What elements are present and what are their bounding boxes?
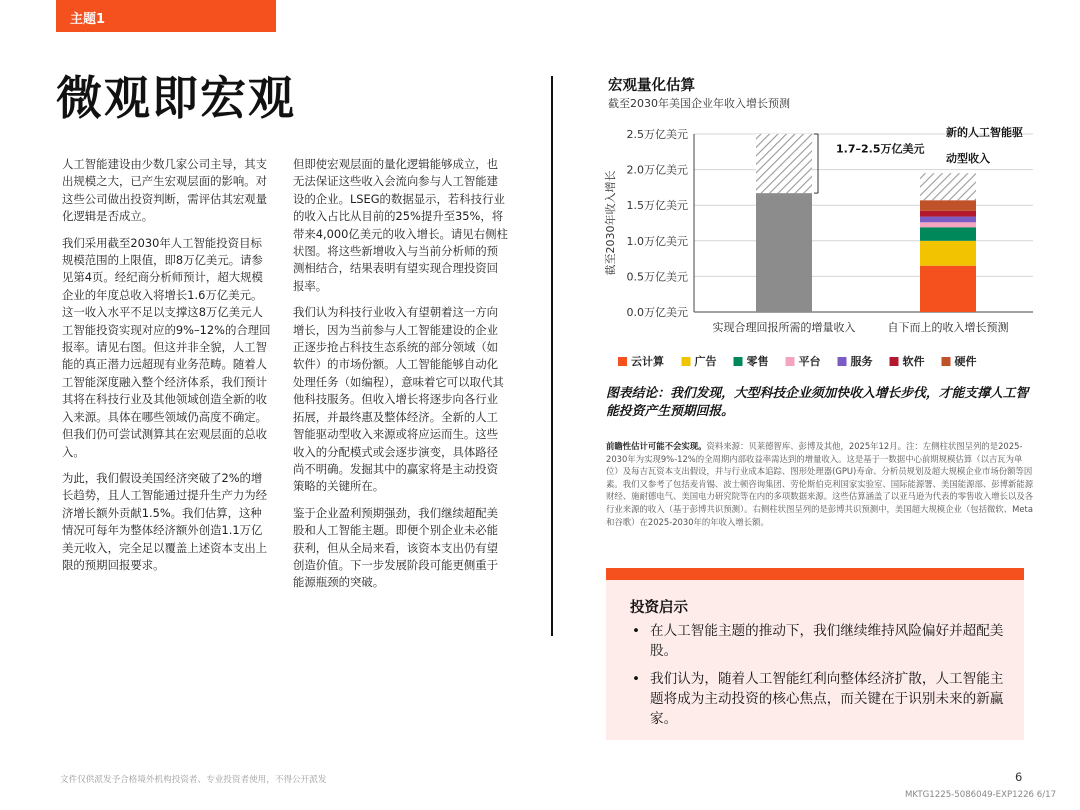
body-column-middle [293, 156, 508, 601]
legend-swatch [838, 357, 847, 366]
bullet-icon: • [632, 623, 641, 639]
y-tick-label: 1.0万亿美元 [626, 234, 688, 248]
list-item [630, 669, 1004, 729]
legend-label: 硬件 [954, 355, 977, 368]
legend-label: 云计算 [631, 355, 664, 368]
bullet-icon: • [632, 671, 641, 687]
footnote-text: 资料来源：贝莱德智库、彭博及其他，2025年12月。注：左侧柱状图呈列的是2025-2030年为实现9%-12%的全周期内部收益率需达到的增量收入。这是基于一数据中心前期规模估算（以吉瓦为单位）及每吉瓦资本支出假设，并与行业成本追踪、图形处理器(GPU)寿命、分析员规划及超大规模企业市场份额等因素。我们又参考了包括麦肯锡、波士顿咨询集团、劳伦斯伯克利国家实验室、国际能源署、美国能源部、彭博新能源财经、施耐德电气、美国电力研究院等在内的多项数据来源。这些估算涵盖了以亚马逊为代表的零售收入增长以及各行业来源的收入（基于彭博共识预测）。右侧柱状图呈列的是彭博共识预测中，美国超大规模企业（包括微软、Meta和谷歌）在2025-2030年的年收入增长额。 [606, 441, 1034, 527]
y-tick-label: 0.0万亿美元 [626, 306, 688, 319]
investment-point: 在人工智能主题的推动下，我们继续维持风险偏好并超配美股。 [650, 623, 1004, 659]
investment-title: 投资启示 [630, 600, 688, 616]
legend-swatch [734, 357, 743, 366]
legend-swatch [682, 357, 691, 366]
legend-label: 软件 [902, 355, 925, 368]
investment-implications-box [606, 580, 1024, 740]
legend-swatch [786, 357, 795, 366]
legend-swatch [890, 357, 899, 366]
bar-segment-云计算 [920, 266, 976, 312]
bar-segment-广告 [920, 241, 976, 266]
y-tick-label: 2.5万亿美元 [626, 128, 688, 141]
range-label: 1.7–2.5万亿美元 [836, 142, 925, 156]
y-tick-label: 0.5万亿美元 [626, 270, 688, 284]
column-divider [551, 76, 553, 636]
x-category-label: 实现合理回报所需的增量收入 [712, 321, 856, 334]
body-column-left [62, 156, 272, 583]
legend-label: 零售 [746, 355, 769, 368]
bar-segment-硬件 [920, 200, 976, 211]
paragraph: 为此，我们假设美国经济突破了2%的增长趋势，且人工智能通过提升生产力为经济增长额外贡献1.5%。我们估算，这种情况可每年为整体经济额外创造1.1万亿美元收入，完全足以覆盖上述资本支出上限的预期回报要求。 [62, 470, 268, 572]
revenue-growth-chart [598, 118, 1048, 383]
new-ai-label-line2: 动型收入 [946, 152, 990, 165]
conclusion-text: 我们发现，大型科技企业须加快收入增长步伐，才能支撑人工智能投资产生预期回报。 [606, 386, 1029, 419]
legend-label: 广告 [694, 355, 717, 368]
bar-new-ai-revenue [920, 173, 976, 200]
bar-required-solid [756, 193, 812, 312]
paragraph: 人工智能建设由少数几家公司主导，其支出规模之大，已产生宏观层面的影响。对这些公司做出投资判断，需评估其宏观量化逻辑是否成立。 [62, 157, 268, 224]
bar-required-range [756, 134, 812, 193]
chart-subtitle: 截至2030年美国企业年收入增长预测 [608, 97, 790, 110]
legend-label: 平台 [798, 355, 821, 368]
bar-segment-软件 [920, 211, 976, 217]
paragraph: 我们采用截至2030年人工智能投资目标规模范围的上限值，即8万亿美元。请参见第4页。经纪商分析师预计，超大规模企业的年度总收入将增长1.6万亿美元。这一收入水平不足以支撑这8万亿美元人工智能投资实现对应的9%–12%的合理回报率。请见右图。但这并非全貌，人工智能的真正潜力远超现有业务范畴。随着人工智能深度融入整个经济体系，我们预计其将在科技行业及其他领域创造全新的收入来源。具体在哪些领域仍高度不确定。但我们仍可尝试测算其在宏观层面的总收入。 [62, 235, 271, 459]
footnote [606, 440, 1034, 528]
list-item [630, 621, 1004, 661]
legend-label: 服务 [850, 355, 873, 368]
paragraph: 但即使宏观层面的量化逻辑能够成立，也无法保证这些收入会流向参与人工智能建设的企业。LSEG的数据显示，若科技行业的收入占比从目前的25%提升至35%，将带来4,000亿美元的收入增长。请见右侧柱状图。将这些新增收入与当前分析师的预测相结合，结果表明有望实现合理投资回报率。 [293, 157, 508, 293]
chart-title: 宏观量化估算 [608, 78, 695, 94]
page-number: 6 [1015, 770, 1023, 784]
bar-segment-零售 [920, 227, 976, 241]
y-tick-label: 2.0万亿美元 [626, 163, 688, 177]
legend-swatch [618, 357, 627, 366]
paragraph: 我们认为科技行业收入有望朝着这一方向增长，因为当前参与人工智能建设的企业正逐步抢占科技生态系统的部分领域（如软件）的市场份额。人工智能能够自动化处理任务（如编程），意味着它可以取代其他科技服务。但收入增长将逐步向各行业拓展，并最终惠及整体经济。全新的人工智能驱动型收入来源或将应运而生。这些收入的分配模式或会逐步演变，具体路径尚不明确。发掘其中的赢家将是主动投资策略的关键所在。 [293, 305, 504, 494]
new-ai-label-line1: 新的人工智能驱 [946, 126, 1023, 139]
chart-conclusion [606, 385, 1034, 421]
paragraph: 鉴于企业盈利预期强劲，我们继续超配美股和人工智能主题。即便个别企业未必能获利，但从全局来看，该资本支出仍有望创造价值。下一步发展阶段可能更侧重于能源瓶颈的突破。 [293, 505, 499, 590]
page-title: 微观即宏观 [56, 71, 296, 125]
topic-tab: 主题1 [56, 0, 276, 32]
y-axis-title: 截至2030年收入增长 [604, 170, 617, 276]
investment-point: 我们认为，随着人工智能红利向整体经济扩散，人工智能主题将成为主动投资的核心焦点，而关键在于识别未来的新赢家。 [650, 671, 1004, 727]
investment-box-accent [606, 568, 1024, 580]
document-code: MKTG1225-5086049-EXP1226 6/17 [905, 790, 1057, 800]
y-tick-label: 1.5万亿美元 [626, 199, 688, 213]
conclusion-label: 图表结论： [606, 386, 670, 401]
legend-swatch [942, 357, 951, 366]
footnote-bold: 前瞻性估计可能不会实现。 [606, 441, 707, 451]
bar-segment-平台 [920, 222, 976, 227]
disclaimer: 文件仅供派发予合格境外机构投资者、专业投资者使用，不得公开派发 [60, 775, 327, 785]
bar-segment-服务 [920, 217, 976, 223]
x-category-label: 自下而上的收入增长预测 [887, 321, 1009, 334]
